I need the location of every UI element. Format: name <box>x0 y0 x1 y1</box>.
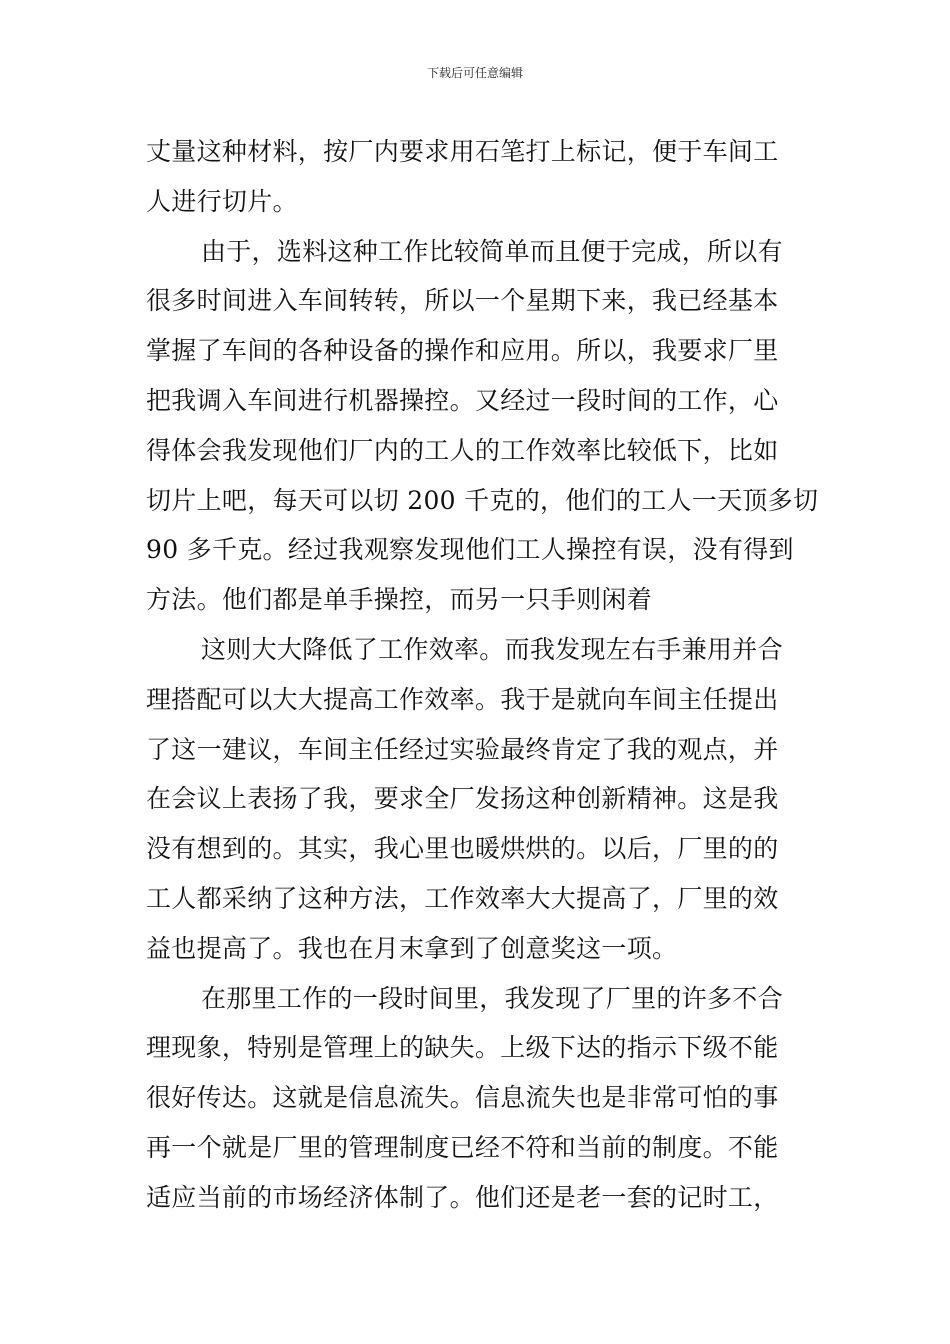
text-line: 很多时间进入车间转转，所以一个星期下来，我已经基本 <box>146 286 779 316</box>
text-line: 切片上吧，每天可以切 200 千克的，他们的工人一天顶多切 <box>146 485 819 515</box>
text-line: 没有想到的。其实，我心里也暖烘烘的。以后，厂里的的 <box>146 834 779 864</box>
text-line: 工人都采纳了这种方法，工作效率大大提高了，厂里的效 <box>146 883 779 913</box>
text-line: 很好传达。这就是信息流失。信息流失也是非常可怕的事 <box>146 1083 779 1113</box>
text-line: 了这一建议，车间主任经过实验最终肯定了我的观点，并 <box>146 734 779 764</box>
text-line: 在那里工作的一段时间里，我发现了厂里的许多不合 <box>201 983 783 1013</box>
page-header: 下载后可任意编辑 <box>426 66 523 80</box>
text-line: 再一个就是厂里的管理制度已经不符和当前的制度。不能 <box>146 1132 779 1162</box>
text-line: 适应当前的市场经济体制了。他们还是老一套的记时工， <box>146 1182 779 1212</box>
text-line: 人进行切片。 <box>146 186 298 216</box>
text-line: 由于，选料这种工作比较简单而且便于完成，所以有 <box>201 236 783 266</box>
document-body <box>146 127 819 1223</box>
text-line: 理现象，特别是管理上的缺失。上级下达的指示下级不能 <box>146 1033 779 1063</box>
text-line: 这则大大降低了工作效率。而我发现左右手兼用并合 <box>201 634 783 664</box>
text-line: 丈量这种材料，按厂内要求用石笔打上标记，便于车间工 <box>146 137 779 166</box>
text-line: 90 多千克。经过我观察发现他们工人操控有误，没有得到 <box>146 535 794 565</box>
text-line: 掌握了车间的各种设备的操作和应用。所以，我要求厂里 <box>146 336 779 366</box>
text-line: 益也提高了。我也在月末拿到了创意奖这一项。 <box>146 933 678 963</box>
text-line: 在会议上表扬了我，要求全厂发扬这种创新精神。这是我 <box>146 784 779 814</box>
text-line: 得体会我发现他们厂内的工人的工作效率比较低下，比如 <box>146 435 779 465</box>
text-line: 方法。他们都是单手操控，而另一只手则闲着 <box>146 585 653 615</box>
text-line: 把我调入车间进行机器操控。又经过一段时间的工作，心 <box>146 385 779 415</box>
text-line: 理搭配可以大大提高工作效率。我于是就向车间主任提出 <box>146 684 779 714</box>
